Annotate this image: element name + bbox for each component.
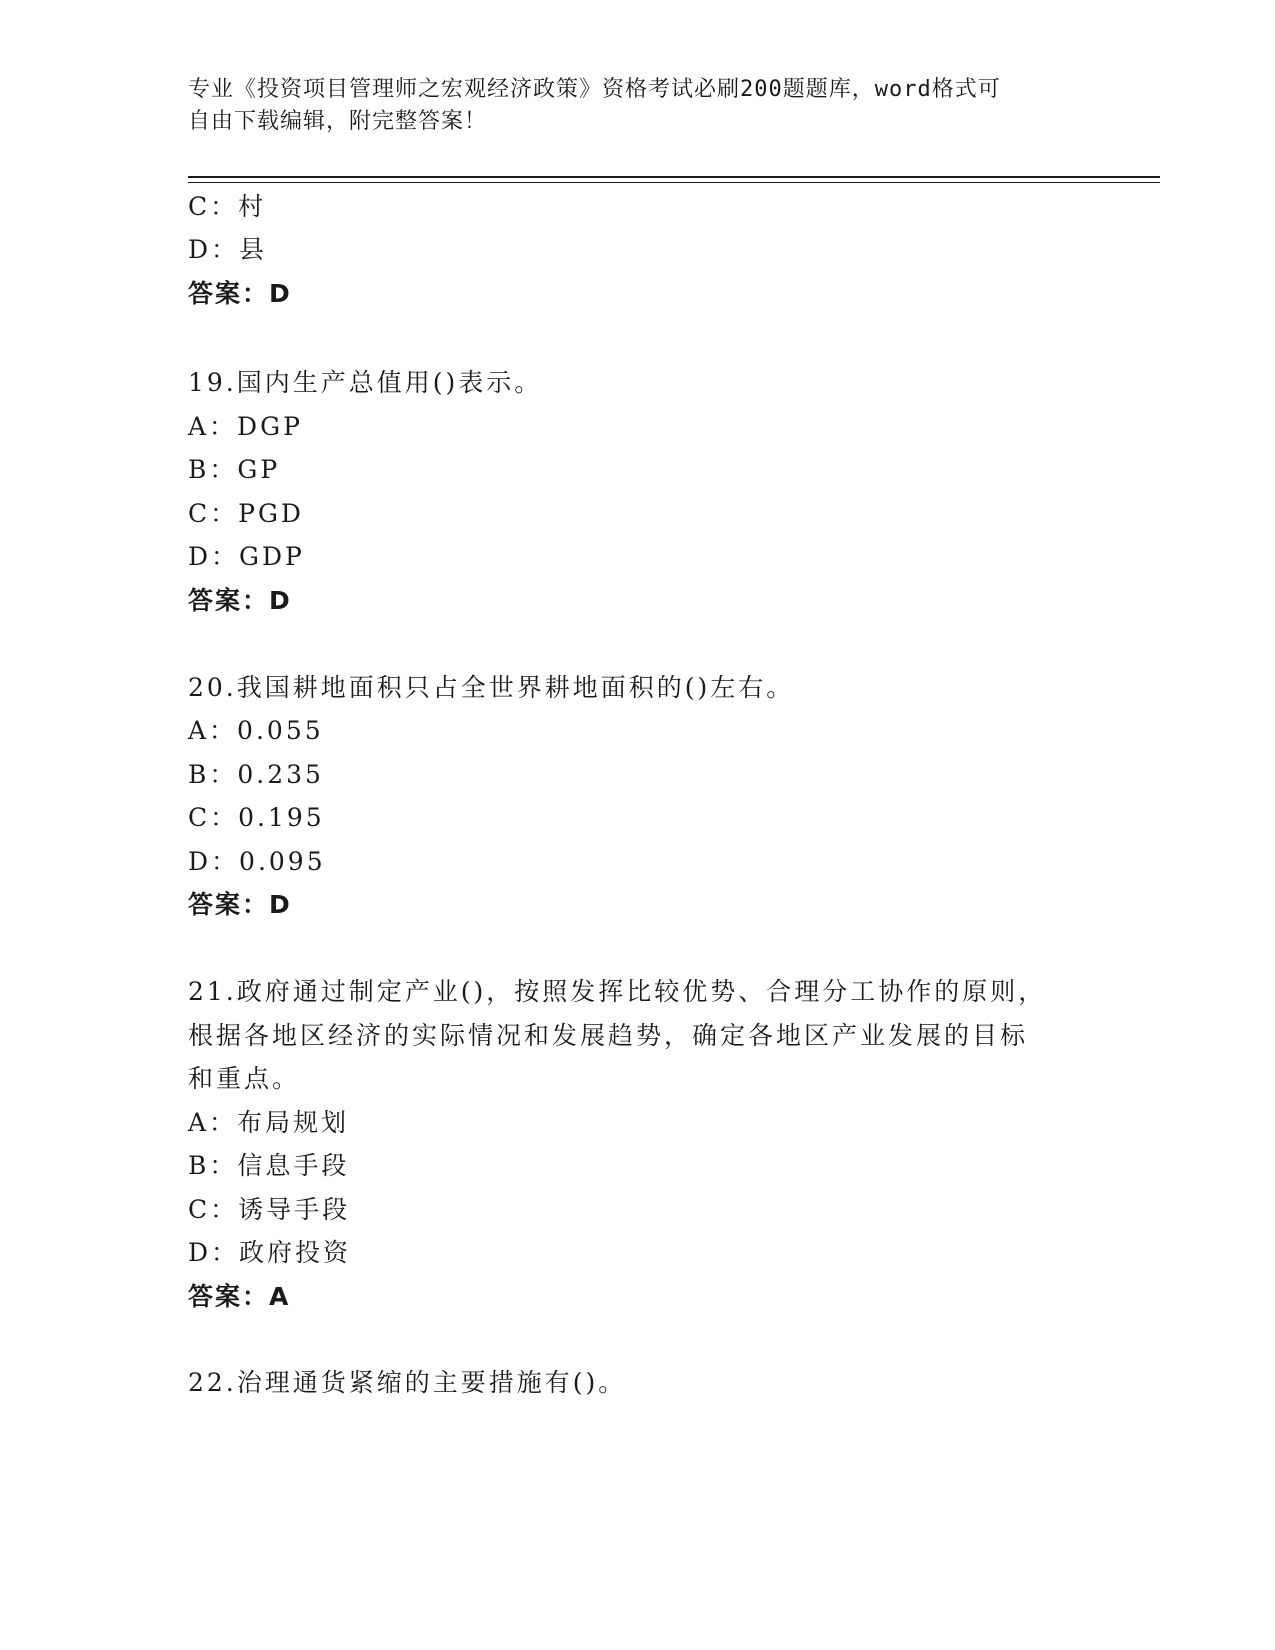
question-20-option-a: A：0.055 [188, 716, 324, 745]
prev-answer: 答案：D [188, 279, 292, 308]
question-20-option-d: D：0.095 [188, 847, 326, 876]
question-21-option-c: C：诱导手段 [188, 1195, 351, 1224]
question-19-option-b: B：GP [188, 455, 281, 484]
header-line-1: 专业《投资项目管理师之宏观经济政策》资格考试必刷200题题库，word格式可 [188, 77, 1001, 102]
prev-option-c: C：村 [188, 192, 267, 221]
question-20-stem: 20.我国耕地面积只占全世界耕地面积的()左右。 [188, 673, 795, 702]
question-21-option-d: D：政府投资 [188, 1238, 352, 1267]
question-19-stem: 19.国内生产总值用()表示。 [188, 368, 543, 397]
question-22-stem: 22.治理通货紧缩的主要措施有()。 [188, 1368, 627, 1397]
question-19-option-c: C：PGD [188, 499, 304, 528]
question-20-answer: 答案：D [188, 890, 292, 919]
question-19-option-a: A：DGP [188, 412, 303, 441]
question-19-answer: 答案：D [188, 586, 292, 615]
header-divider-thick [188, 176, 1160, 178]
question-20-option-b: B：0.235 [188, 760, 324, 789]
question-21-stem-line-3: 和重点。 [188, 1064, 301, 1093]
header-divider-thin [188, 182, 1160, 183]
question-21-stem-line-1: 21.政府通过制定产业()，按照发挥比较优势、合理分工协作的原则， [188, 977, 1047, 1006]
question-20-option-c: C：0.195 [188, 803, 325, 832]
question-19-option-d: D：GDP [188, 542, 305, 571]
question-21-answer: 答案：A [188, 1282, 291, 1311]
question-21-option-a: A：布局规划 [188, 1108, 350, 1137]
question-21-option-b: B：信息手段 [188, 1151, 350, 1180]
prev-option-d: D：县 [188, 235, 268, 264]
document-header [188, 74, 1068, 138]
question-21-stem-line-2: 根据各地区经济的实际情况和发展趋势，确定各地区产业发展的目标 [188, 1021, 1029, 1050]
header-line-2: 自由下载编辑，附完整答案！ [188, 109, 488, 134]
